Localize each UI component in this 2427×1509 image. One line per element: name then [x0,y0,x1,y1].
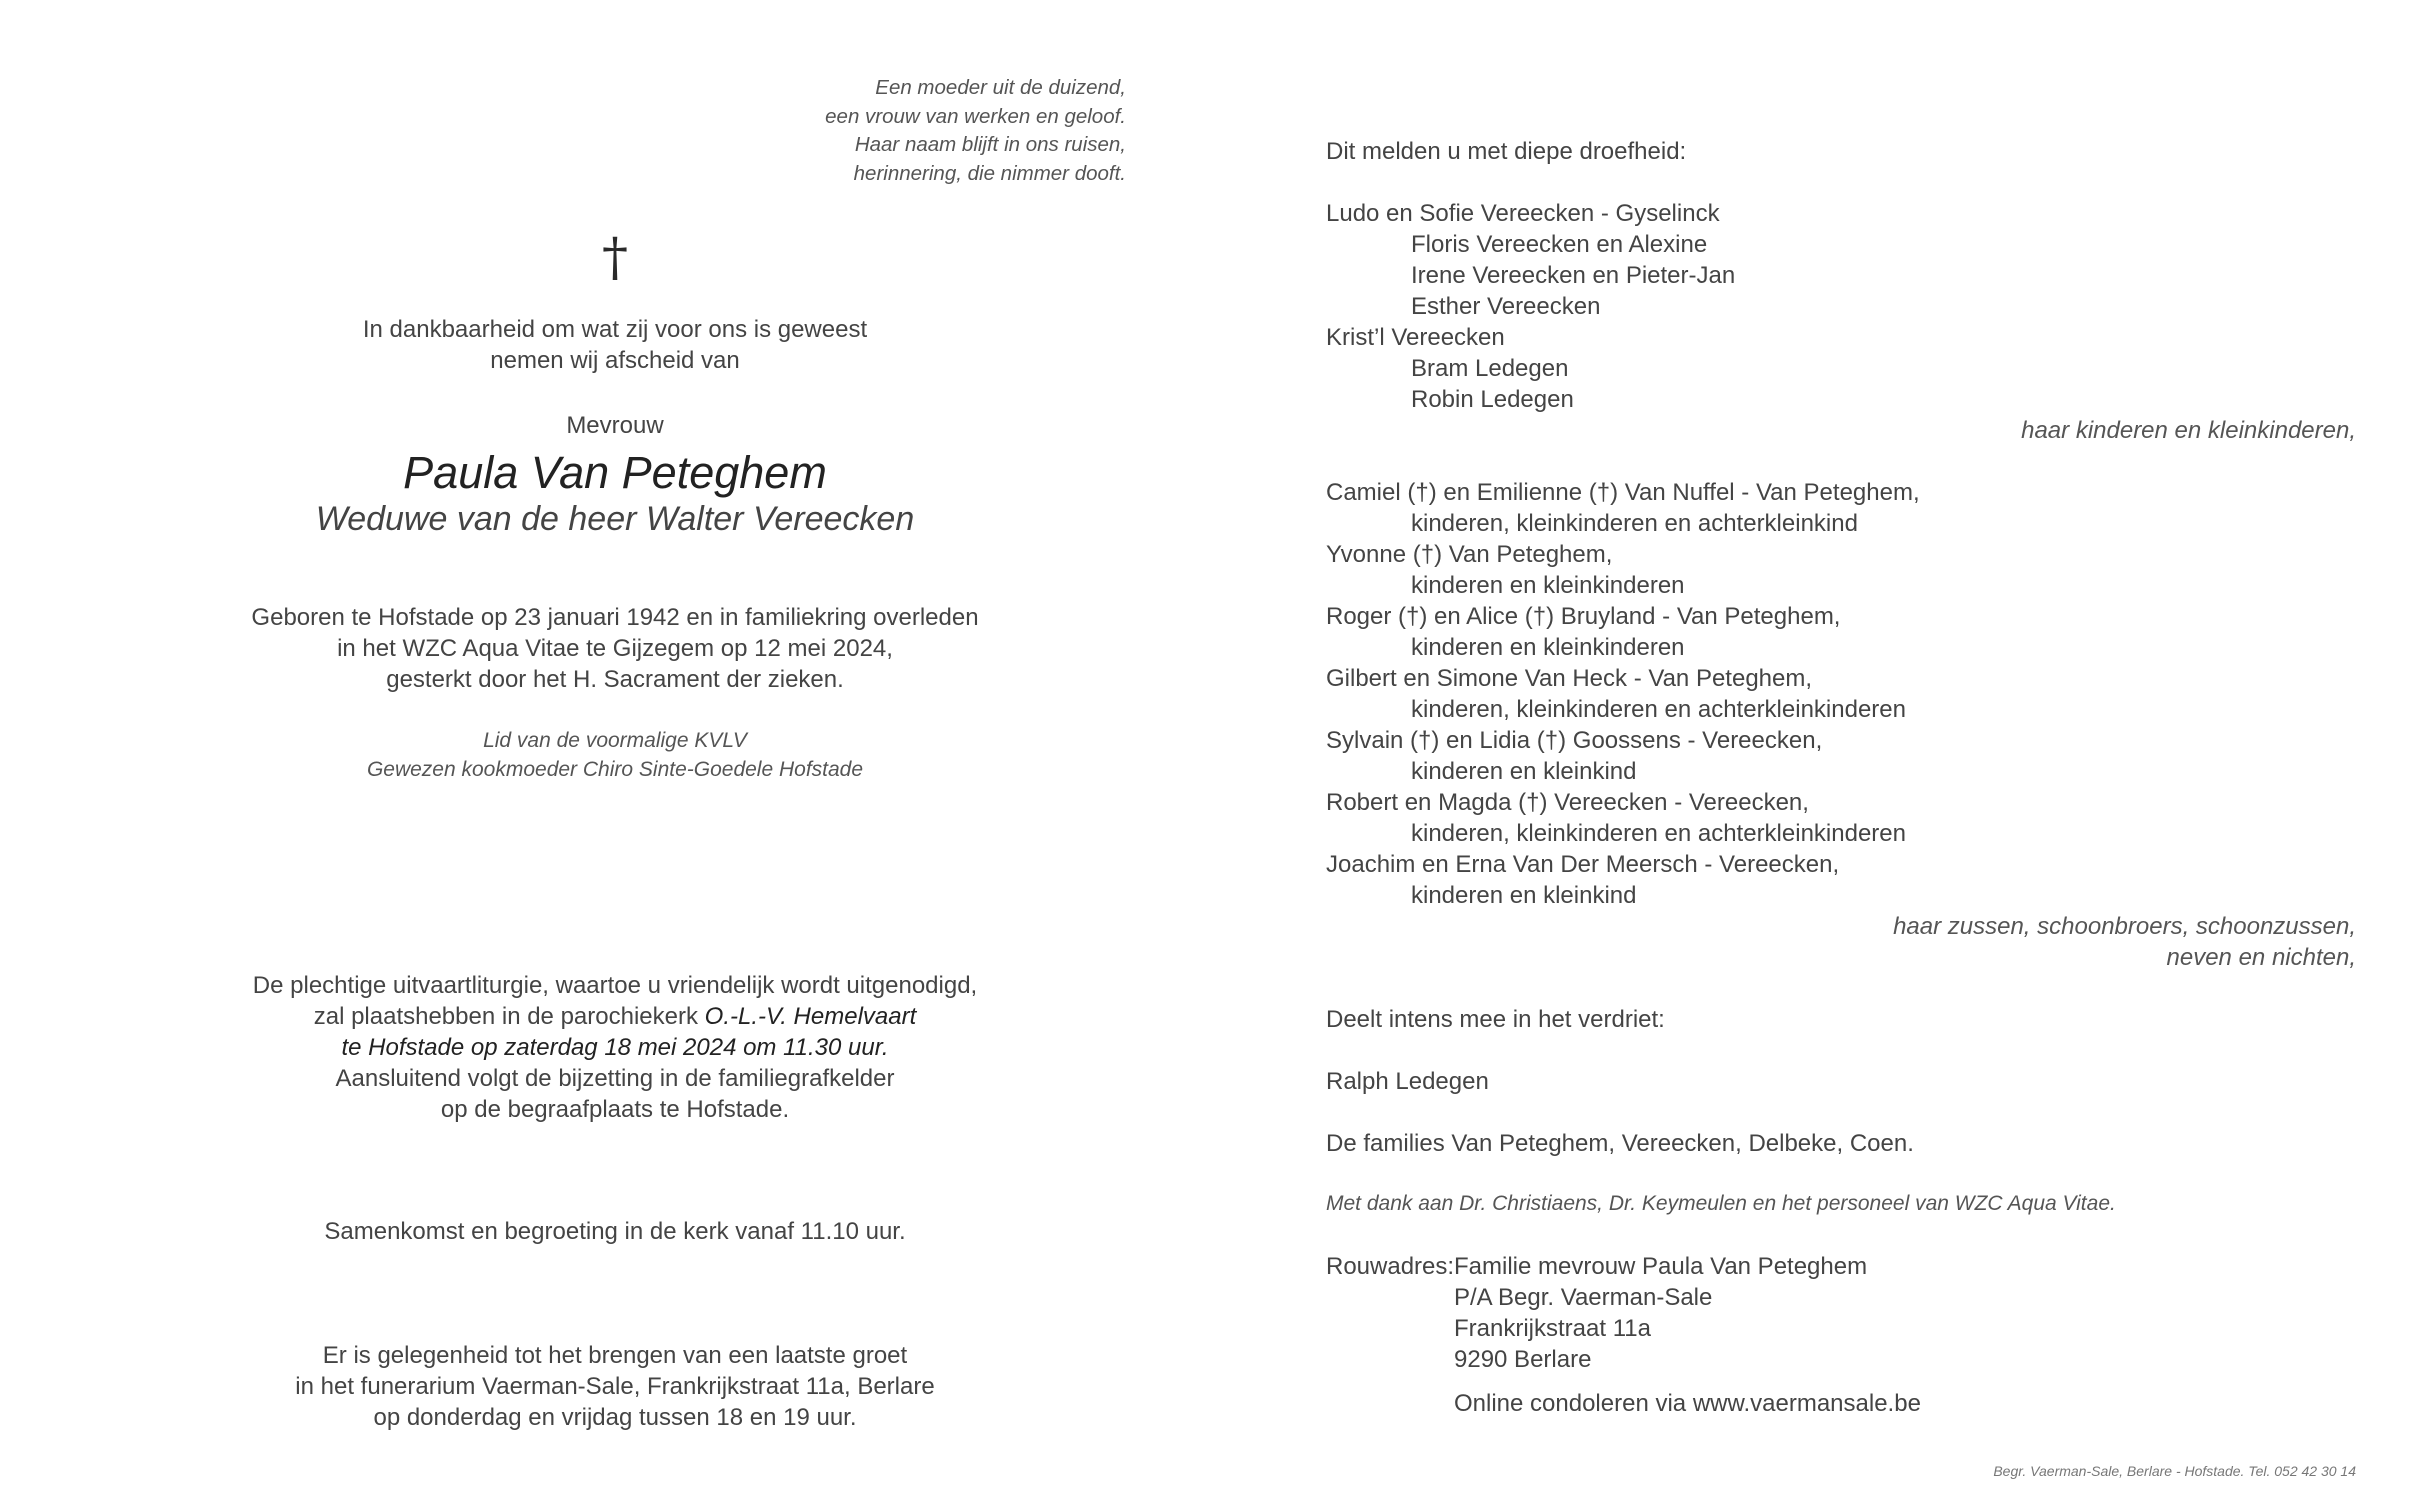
children-entry: Bram Ledegen [1411,355,1569,382]
announcement: Dit melden u met diepe droefheid: [1326,138,1687,165]
families-line: De families Van Peteghem, Vereecken, Delbeke, Coen. [1326,1130,1914,1157]
sibling-entry: kinderen en kleinkind [1411,882,1637,909]
thanks-line: Met dank aan Dr. Christiaens, Dr. Keymeulen en het personeel van WZC Aqua Vitae. [1326,1192,2116,1215]
shares-grief: Deelt intens mee in het verdriet: [1326,1006,1665,1033]
viewing-line: in het funerarium Vaerman-Sale, Frankrijkstraat 11a, Berlare [295,1373,935,1400]
deceased-name: Paula Van Peteghem [403,447,827,498]
address-line: Frankrijkstraat 11a [1454,1315,1651,1342]
intro-line: In dankbaarheid om wat zij voor ons is geweest [362,316,868,343]
widow-of-line: Weduwe van de heer Walter Vereecken [315,500,915,538]
ceremony-line: De plechtige uitvaartliturgie, waartoe u vriendelijk wordt uitgenodigd, [252,972,978,999]
funeral-home-footer: Begr. Vaerman-Sale, Berlare - Hofstade. Tel. 052 42 30 14 [1993,1463,2356,1479]
children-entry: Floris Vereecken en Alexine [1411,231,1708,258]
sibling-entry: kinderen, kleinkinderen en achterkleinkind [1411,510,1858,537]
ceremony-line: op de begraafplaats te Hofstade. [440,1096,790,1123]
birth-death-line: in het WZC Aqua Vitae te Gijzegem op 12 mei 2024, [337,635,893,662]
cross-icon: † [602,228,628,288]
address-label: Rouwadres: [1326,1253,1455,1280]
sibling-entry: Joachim en Erna Van Der Meersch - Vereecken, [1326,851,1840,878]
online-condolences-link[interactable]: Online condoleren via www.vaermansale.be [1454,1390,1921,1417]
birth-death-line: gesterkt door het H. Sacrament der zieken. [386,666,844,693]
honorific-title: Mevrouw [566,412,664,439]
children-entry: Robin Ledegen [1411,386,1574,413]
sibling-entry: kinderen, kleinkinderen en achterkleinkinderen [1411,820,1906,847]
sibling-entry: Roger (†) en Alice (†) Bruyland - Van Peteghem, [1326,603,1841,630]
viewing-line: op donderdag en vrijdag tussen 18 en 19 uur. [373,1404,857,1431]
siblings-signoff: haar zussen, schoonbroers, schoonzussen, [1893,913,2356,940]
left-column [180,0,1126,1509]
intro-line: nemen wij afscheid van [490,347,740,374]
sibling-entry: kinderen en kleinkinderen [1411,572,1685,599]
birth-death-line: Geboren te Hofstade op 23 januari 1942 en in familiekring overleden [251,604,979,631]
children-entry: Ludo en Sofie Vereecken - Gyselinck [1326,200,1720,227]
poem-line: herinnering, die nimmer dooft. [853,161,1126,185]
viewing-info [180,1340,1050,1433]
sibling-entry: kinderen en kleinkind [1411,758,1637,785]
sibling-entry: Sylvain (†) en Lidia (†) Goossens - Vereecken, [1326,727,1823,754]
sibling-entry: kinderen, kleinkinderen en achterkleinkinderen [1411,696,1906,723]
gathering-info: Samenkomst en begroeting in de kerk vanaf 11.10 uur. [324,1218,906,1245]
viewing-line: Er is gelegenheid tot het brengen van een laatste groet [322,1342,908,1369]
poem-line: Haar naam blijft in ons ruisen, [854,133,1126,156]
ceremony-text: zal plaatshebben in de parochiekerk [313,1003,705,1030]
sibling-entry: kinderen en kleinkinderen [1411,634,1685,661]
sibling-entry: Yvonne (†) Van Peteghem, [1326,541,1613,568]
poem-line: Een moeder uit de duizend, [875,76,1126,99]
ceremony-date-time: te Hofstade op zaterdag 18 mei 2024 om 11.30 uur. [341,1034,889,1061]
address-line: P/A Begr. Vaerman-Sale [1454,1284,1713,1311]
sibling-entry: Gilbert en Simone Van Heck - Van Peteghem, [1326,665,1813,692]
intro-text [180,314,1050,376]
siblings-signoff: neven en nichten, [2166,944,2356,971]
membership-line: Gewezen kookmoeder Chiro Sinte-Goedele Hofstade [366,758,864,781]
ceremony-line: Aansluitend volgt de bijzetting in de familiegrafkelder [335,1065,895,1092]
church-name: O.-L.-V. Hemelvaart [704,1003,917,1030]
address-line: 9290 Berlare [1454,1346,1592,1373]
children-entry: Irene Vereecken en Pieter-Jan [1411,262,1736,289]
address-line: Familie mevrouw Paula Van Peteghem [1454,1253,1868,1280]
membership-line: Lid van de voormalige KVLV [483,729,747,752]
right-column [1326,0,2356,1509]
ralph-ledegen: Ralph Ledegen [1326,1068,1489,1095]
birth-death-details [180,602,1050,695]
sibling-entry: Camiel (†) en Emilienne (†) Van Nuffel - Van Peteghem, [1326,479,1920,506]
memberships [180,726,1050,784]
memorial-poem [526,74,1126,188]
children-entry: Krist’l Vereecken [1326,324,1505,351]
funeral-ceremony [180,970,1050,1125]
ceremony-line [180,1001,1050,1032]
children-signoff: haar kinderen en kleinkinderen, [2021,417,2356,444]
poem-line: een vrouw van werken en geloof. [825,104,1126,128]
sibling-entry: Robert en Magda (†) Vereecken - Vereecken, [1326,789,1809,816]
children-entry: Esther Vereecken [1411,293,1601,320]
